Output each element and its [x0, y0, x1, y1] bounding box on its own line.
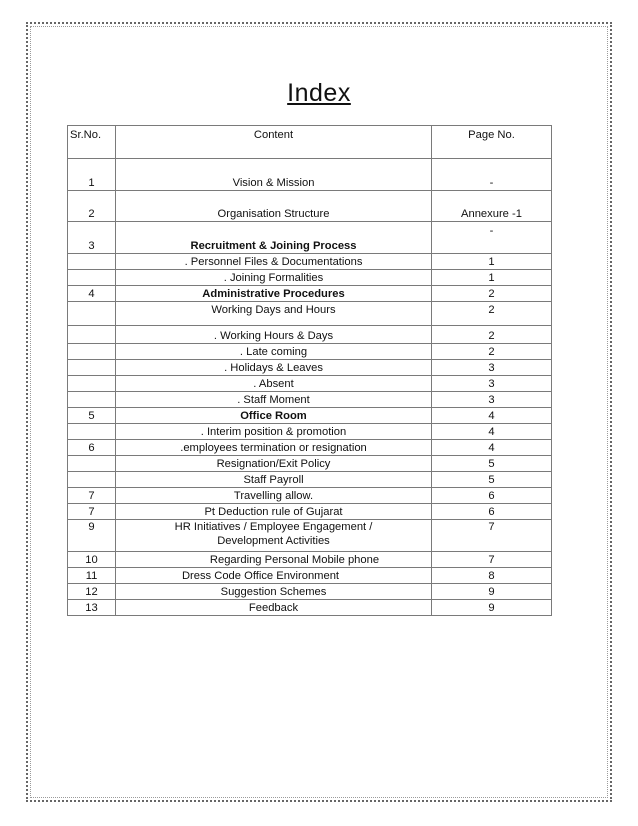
row-page: 7 [432, 552, 552, 568]
row-sr [68, 424, 116, 440]
row-content: .employees termination or resignation [116, 440, 432, 456]
row-content [116, 520, 432, 552]
row-content: Office Room [116, 408, 432, 424]
row-content: . Joining Formalities [116, 270, 432, 286]
row-sr [68, 344, 116, 360]
table-row [68, 254, 552, 270]
row-sr [68, 456, 116, 472]
table-row [68, 302, 552, 326]
table-row [68, 552, 552, 568]
table-row [68, 270, 552, 286]
row-content: Feedback [116, 600, 432, 616]
table-row [68, 472, 552, 488]
table-header-row [68, 126, 552, 159]
row-sr: 9 [68, 520, 116, 552]
row-page: Annexure -1 [432, 191, 552, 222]
index-table [67, 125, 552, 616]
table-row [68, 488, 552, 504]
row-content-line: HR Initiatives / Employee Engagement / [174, 521, 373, 533]
table-row [68, 392, 552, 408]
row-content: Vision & Mission [116, 159, 432, 191]
table-row [68, 159, 552, 191]
table-row [68, 456, 552, 472]
row-sr: 2 [68, 191, 116, 222]
table-row [68, 408, 552, 424]
row-content-line: Development Activities [217, 535, 330, 547]
row-sr: 4 [68, 286, 116, 302]
row-content: Dress Code Office Environment [116, 568, 432, 584]
row-sr [68, 392, 116, 408]
row-page: 7 [432, 520, 552, 552]
row-sr [68, 302, 116, 326]
row-sr: 6 [68, 440, 116, 456]
row-page: 2 [432, 286, 552, 302]
table-row [68, 326, 552, 344]
row-page: - [432, 159, 552, 191]
table-row [68, 344, 552, 360]
row-sr [68, 360, 116, 376]
row-page: 5 [432, 456, 552, 472]
table-row [68, 440, 552, 456]
row-page: 9 [432, 600, 552, 616]
table-row [68, 424, 552, 440]
row-content: Pt Deduction rule of Gujarat [116, 504, 432, 520]
row-page: 3 [432, 376, 552, 392]
row-page: - [432, 222, 552, 254]
row-page: 3 [432, 392, 552, 408]
row-page: 2 [432, 326, 552, 344]
header-sr-no: Sr.No. [68, 126, 116, 159]
header-page-no: Page No. [432, 126, 552, 159]
row-page: 6 [432, 488, 552, 504]
row-content: . Absent [116, 376, 432, 392]
table-row [68, 360, 552, 376]
row-page: 4 [432, 424, 552, 440]
row-page: 4 [432, 440, 552, 456]
row-content: Recruitment & Joining Process [116, 222, 432, 254]
row-content: . Late coming [116, 344, 432, 360]
table-row [68, 286, 552, 302]
row-content: . Interim position & promotion [116, 424, 432, 440]
row-sr: 3 [68, 222, 116, 254]
table-row [68, 191, 552, 222]
page-title: Index [287, 79, 351, 107]
row-content: Travelling allow. [116, 488, 432, 504]
row-content: . Staff Moment [116, 392, 432, 408]
row-sr: 1 [68, 159, 116, 191]
table-row [68, 504, 552, 520]
row-sr [68, 376, 116, 392]
row-sr: 12 [68, 584, 116, 600]
row-sr [68, 472, 116, 488]
row-content: Resignation/Exit Policy [116, 456, 432, 472]
table-row [68, 376, 552, 392]
row-content: Administrative Procedures [116, 286, 432, 302]
row-page: 2 [432, 344, 552, 360]
row-page: 3 [432, 360, 552, 376]
row-content: Organisation Structure [116, 191, 432, 222]
row-page: 2 [432, 302, 552, 326]
table-row [68, 584, 552, 600]
row-sr: 10 [68, 552, 116, 568]
row-page: 6 [432, 504, 552, 520]
table-row [68, 222, 552, 254]
row-page: 1 [432, 254, 552, 270]
row-sr [68, 270, 116, 286]
row-sr: 7 [68, 504, 116, 520]
row-sr: 5 [68, 408, 116, 424]
row-sr [68, 254, 116, 270]
row-content: . Holidays & Leaves [116, 360, 432, 376]
row-page: 4 [432, 408, 552, 424]
row-page: 9 [432, 584, 552, 600]
row-content: Staff Payroll [116, 472, 432, 488]
table-row [68, 568, 552, 584]
row-content: . Working Hours & Days [116, 326, 432, 344]
row-content: Regarding Personal Mobile phone [116, 552, 432, 568]
row-sr: 7 [68, 488, 116, 504]
row-page: 1 [432, 270, 552, 286]
row-sr [68, 326, 116, 344]
header-content: Content [116, 126, 432, 159]
row-sr: 13 [68, 600, 116, 616]
row-page: 8 [432, 568, 552, 584]
table-row [68, 600, 552, 616]
row-content: Working Days and Hours [116, 302, 432, 326]
row-content: . Personnel Files & Documentations [116, 254, 432, 270]
row-sr: 11 [68, 568, 116, 584]
row-page: 5 [432, 472, 552, 488]
table-row [68, 520, 552, 552]
row-content: Suggestion Schemes [116, 584, 432, 600]
